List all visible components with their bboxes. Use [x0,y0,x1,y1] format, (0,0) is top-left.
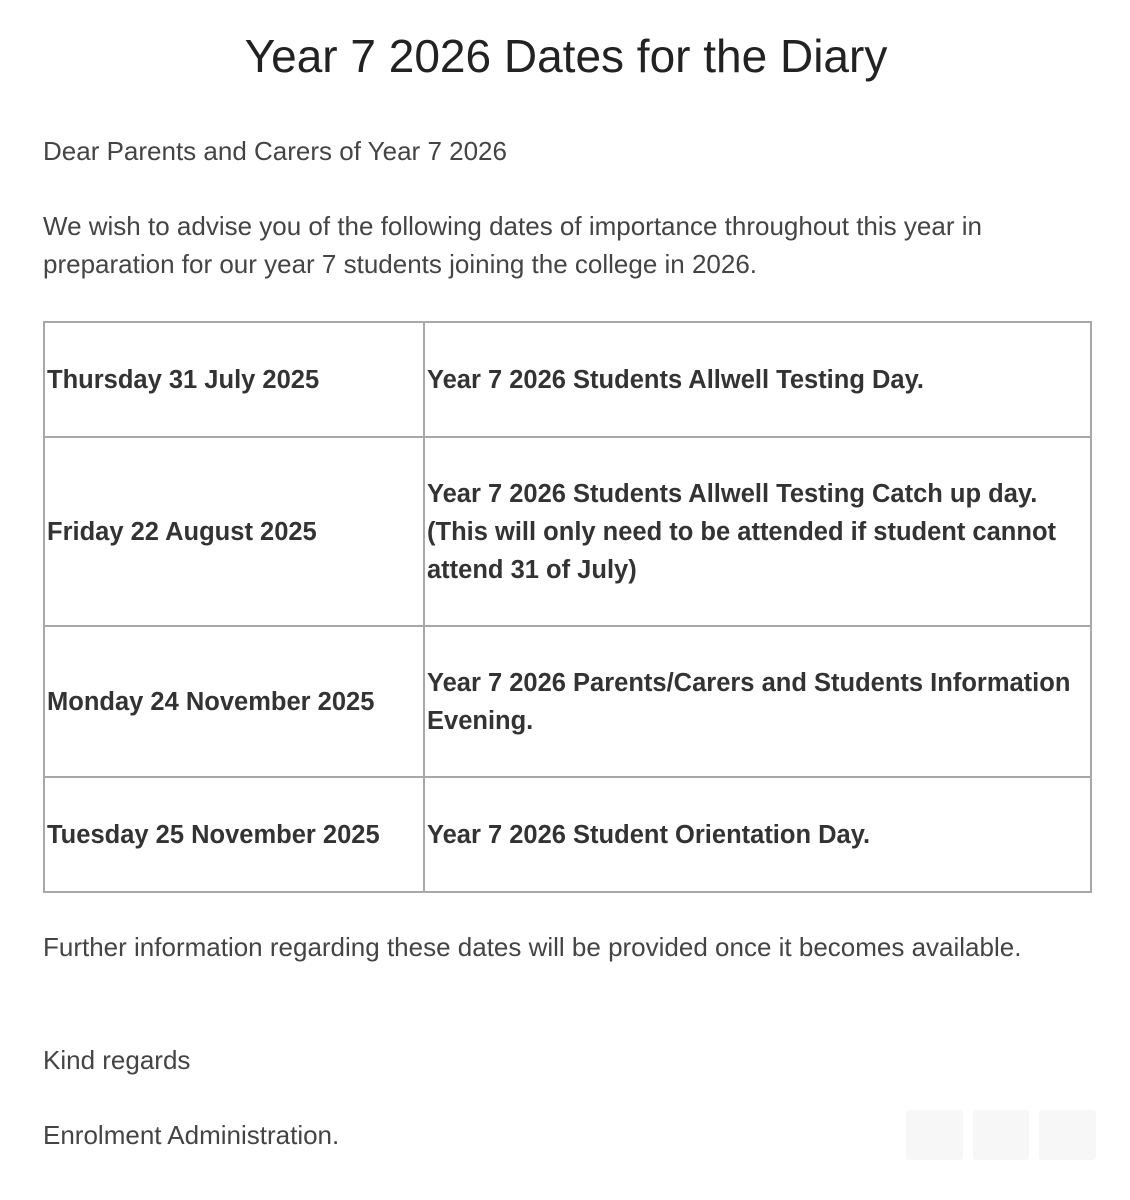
signoff-text: Enrolment Administration. [43,1120,340,1150]
date-cell: Tuesday 25 November 2025 [44,777,424,892]
table-row [44,437,1091,626]
watermark [906,1110,1096,1160]
event-cell: Year 7 2026 Students Allwell Testing Day. [424,322,1091,437]
event-cell: Year 7 2026 Students Allwell Testing Catch up day. (This will only need to be attended if student cannot attend 31 of July) [424,437,1091,626]
greeting-text: Dear Parents and Carers of Year 7 2026 [43,136,507,166]
date-cell: Thursday 31 July 2025 [44,322,424,437]
dates-table [43,321,1092,893]
event-cell: Year 7 2026 Student Orientation Day. [424,777,1091,892]
further-info-text: Further information regarding these dates will be provided once it becomes available. [43,932,1022,962]
table-row [44,322,1091,437]
watermark-block [1039,1110,1096,1160]
date-cell: Friday 22 August 2025 [44,437,424,626]
page-title: Year 7 2026 Dates for the Diary [244,30,888,82]
date-cell: Monday 24 November 2025 [44,626,424,777]
table-row [44,626,1091,777]
table-row [44,777,1091,892]
event-cell: Year 7 2026 Parents/Carers and Students Information Evening. [424,626,1091,777]
watermark-block [906,1110,963,1160]
regards-text: Kind regards [43,1045,191,1075]
intro-text: We wish to advise you of the following dates of importance throughout this year in preparation for our year 7 students joining the college in 2026. [43,211,982,279]
watermark-block [973,1110,1030,1160]
